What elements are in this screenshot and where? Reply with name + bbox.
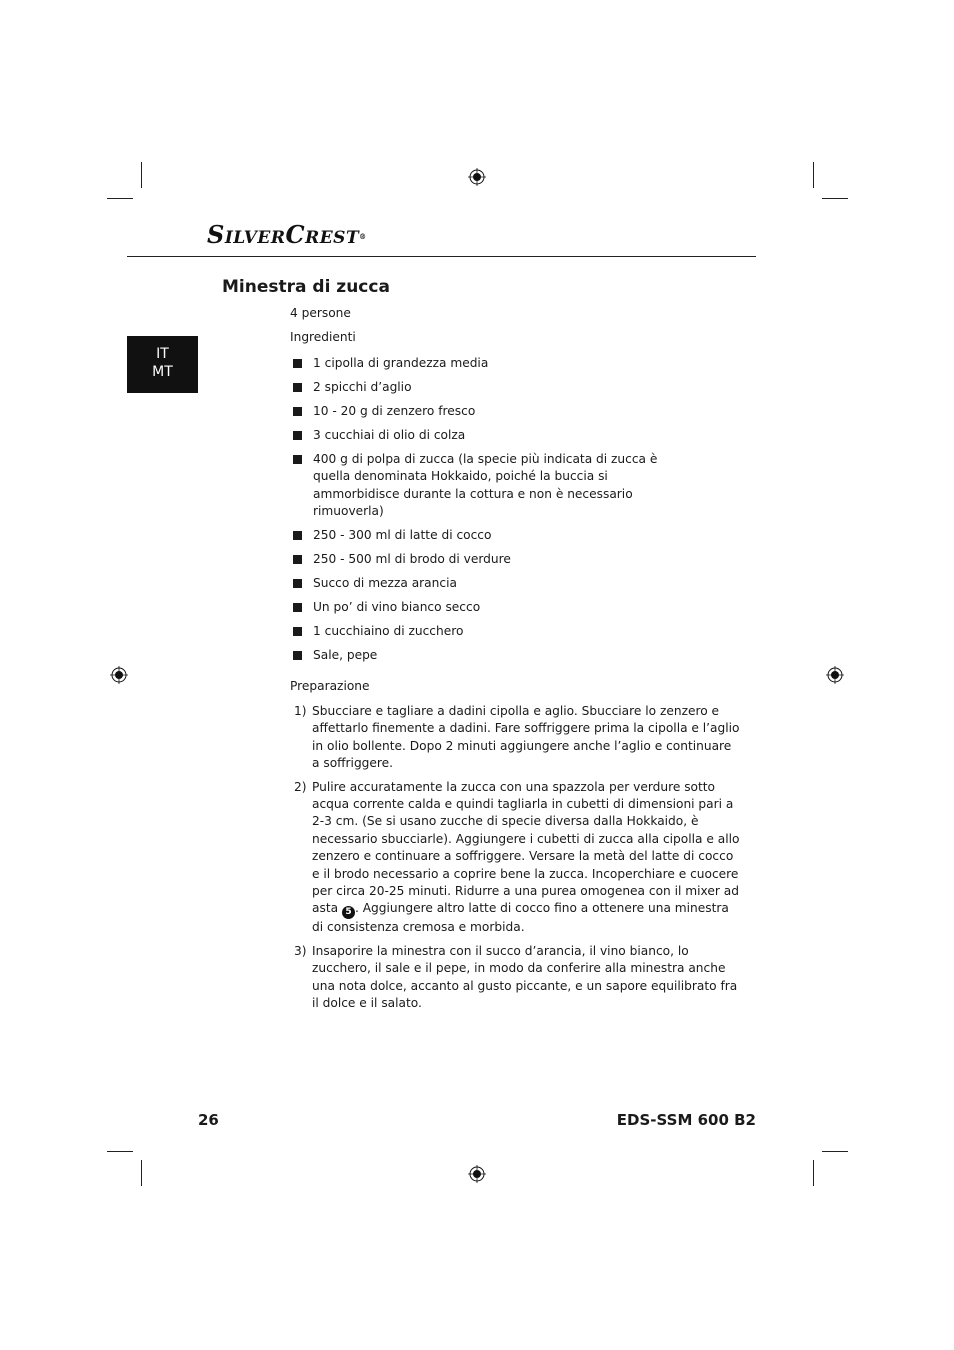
ingredients-list xyxy=(293,355,673,671)
servings: 4 persone xyxy=(290,306,351,320)
bullet-square-icon xyxy=(293,531,302,540)
ingredients-heading: Ingredienti xyxy=(290,330,356,344)
crop-mark xyxy=(822,198,848,199)
crop-mark xyxy=(107,198,133,199)
crop-mark xyxy=(813,1160,814,1186)
list-item: Un po’ di vino bianco secco xyxy=(293,599,673,616)
list-item: 250 - 300 ml di latte di cocco xyxy=(293,527,673,544)
brand-logo: SilverCrest® xyxy=(207,220,367,249)
crop-mark xyxy=(141,1160,142,1186)
page-title: Minestra di zucca xyxy=(222,277,390,297)
figure-reference-icon: 5 xyxy=(342,906,355,919)
bullet-square-icon xyxy=(293,455,302,464)
crop-mark xyxy=(813,162,814,188)
list-item: Sale, pepe xyxy=(293,647,673,664)
step-number: 3) xyxy=(294,943,307,958)
page-number: 26 xyxy=(198,1111,219,1129)
bullet-square-icon xyxy=(293,579,302,588)
language-tab xyxy=(127,336,198,393)
bullet-square-icon xyxy=(293,603,302,612)
bullet-square-icon xyxy=(293,407,302,416)
crop-mark xyxy=(822,1151,848,1152)
list-item: 3 cucchiai di olio di colza xyxy=(293,427,673,444)
step-item: 3) Insaporire la minestra con il succo d’arancia, il vino bianco, lo zucchero, il sale e il pepe, in modo da conferire alla minestra anche una nota dolce, accanto al gusto piccante, e un sapore equilibrato fra il dolce e il salato. xyxy=(294,943,738,1011)
preparation-steps xyxy=(290,703,740,1019)
bullet-square-icon xyxy=(293,651,302,660)
step-item: 2) Pulire accuratamente la zucca con una spazzola per verdure sotto acqua corrente calda e quindi tagliarla in cubetti di dimensioni pari a 2-3 cm. (Se si usano zucche di specie diversa dalla Hokkaido, è necessario sbucciarle). Aggiungere i cubetti di zucca alla cipolla e allo zenzero e continuare a soffriggere. Versare la metà del latte di cocco e il brodo necessario a coprire bene la zucca. Incoperchiare e cuocere per circa 20-25 minuti. Ridurre a una purea omogenea con il mixer ad asta 5 . Aggiungere altro latte di cocco fino a ottenere una minestra di consistenza cremosa e morbida. xyxy=(294,779,740,935)
bullet-square-icon xyxy=(293,627,302,636)
list-item: 1 cipolla di grandezza media xyxy=(293,355,673,372)
list-item: 2 spicchi d’aglio xyxy=(293,379,673,396)
step-number: 1) xyxy=(294,704,307,718)
registration-mark-icon xyxy=(468,1165,486,1183)
crop-mark xyxy=(107,1151,133,1152)
bullet-square-icon xyxy=(293,555,302,564)
bullet-square-icon xyxy=(293,383,302,392)
list-item: 250 - 500 ml di brodo di verdure xyxy=(293,551,673,568)
crop-mark xyxy=(141,162,142,188)
list-item: 1 cucchiaino di zucchero xyxy=(293,623,673,640)
bullet-square-icon xyxy=(293,431,302,440)
registration-mark-icon xyxy=(110,666,128,684)
registration-mark-icon xyxy=(826,666,844,684)
list-item: 400 g di polpa di zucca (la specie più indicata di zucca è quella denominata Hokkaido, poiché la buccia si ammorbidisce durante la cottura e non è necessario rimuoverla) xyxy=(293,451,673,521)
registration-mark-icon xyxy=(468,168,486,186)
list-item: Succo di mezza arancia xyxy=(293,575,673,592)
list-item: 10 - 20 g di zenzero fresco xyxy=(293,403,673,420)
language-code: IT xyxy=(156,346,169,362)
header-rule xyxy=(127,256,756,257)
language-code: MT xyxy=(152,364,173,380)
step-number: 2) xyxy=(294,779,307,794)
step-item: 1) Sbucciare e tagliare a dadini cipolla e aglio. Sbucciare lo zenzero e affettarlo finemente a dadini. Fare soffriggere prima la cipolla e l’aglio in olio bollente. Dopo 2 minuti aggiungere anche l’aglio e continuare a soffriggere. xyxy=(294,704,740,771)
model-number: EDS-SSM 600 B2 xyxy=(616,1111,756,1129)
bullet-square-icon xyxy=(293,359,302,368)
preparation-heading: Preparazione xyxy=(290,679,370,693)
